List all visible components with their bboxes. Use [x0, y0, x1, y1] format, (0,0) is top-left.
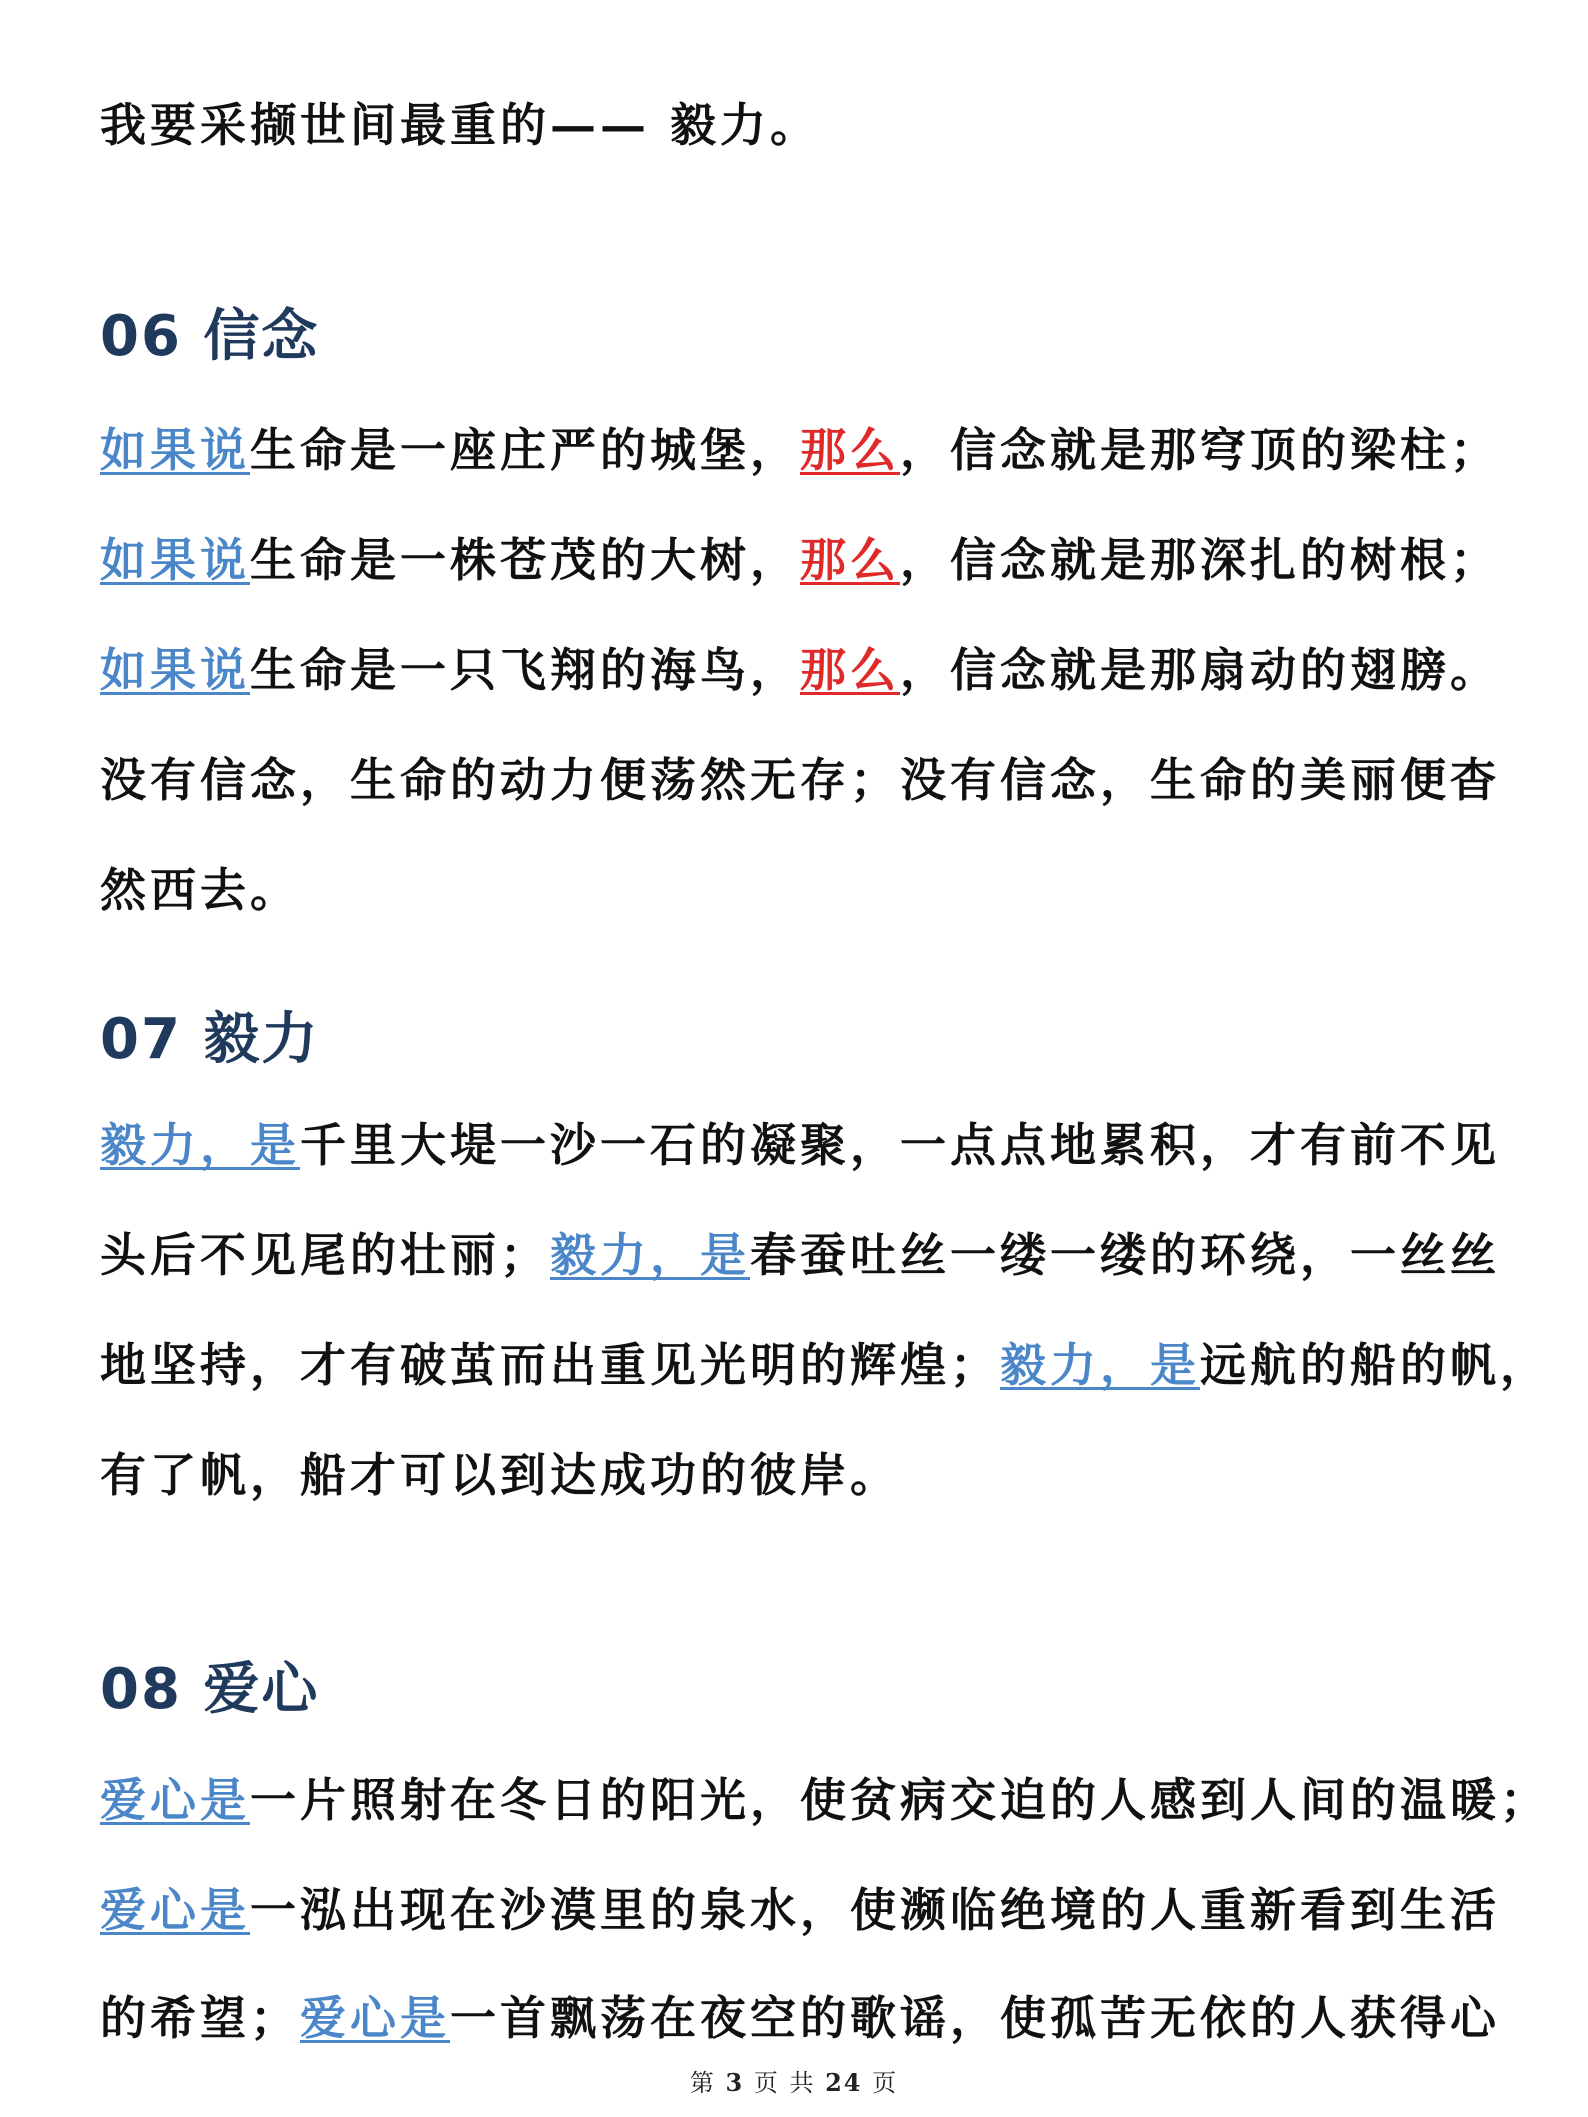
line-text: 头后不见尾的壮丽； — [100, 1228, 550, 1282]
line-text: 没有信念，生命的动力便荡然无存；没有信念，生命的美丽便杳 — [100, 753, 1500, 807]
highlight-aixinshi: 爱心是 — [100, 1883, 250, 1937]
perseverance-line-2 — [100, 1225, 1500, 1285]
line-text: 生命是一只飞翔的海鸟， — [250, 643, 800, 697]
highlight-name: 那么 — [800, 423, 900, 477]
highlight-ruguoshuo: 如果说 — [100, 533, 250, 587]
belief-line-1 — [100, 420, 1500, 480]
line-text: 千里大堤一沙一石的凝聚，一点点地累积，才有前不见 — [300, 1118, 1500, 1172]
perseverance-line-1 — [100, 1115, 1500, 1175]
line-text: 生命是一座庄严的城堡， — [250, 423, 800, 477]
highlight-ruguoshuo: 如果说 — [100, 643, 250, 697]
highlight-aixinshi: 爱心是 — [300, 1991, 450, 2045]
footer-prefix: 第 — [689, 2069, 716, 2097]
love-line-2 — [100, 1880, 1500, 1940]
page-footer — [0, 2068, 1588, 2098]
total-page-count: 24 — [825, 2068, 863, 2097]
intro-line — [100, 95, 820, 155]
perseverance-line-3 — [100, 1335, 1550, 1395]
line-text: 的希望； — [100, 1991, 300, 2045]
love-line-3 — [100, 1988, 1500, 2048]
line-text: 一片照射在冬日的阳光，使贫病交迫的人感到人间的温暖； — [250, 1773, 1550, 1827]
current-page-number: 3 — [725, 2068, 745, 2097]
highlight-ruguoshuo: 如果说 — [100, 423, 250, 477]
belief-para-line-1 — [100, 750, 1500, 810]
line-text: ，信念就是那穹顶的梁柱； — [900, 423, 1500, 477]
highlight-name: 那么 — [800, 643, 900, 697]
belief-para-line-2 — [100, 860, 300, 920]
line-text: 地坚持，才有破茧而出重见光明的辉煌； — [100, 1338, 1000, 1392]
highlight-aixinshi: 爱心是 — [100, 1773, 250, 1827]
highlight-name: 那么 — [800, 533, 900, 587]
line-text: ，信念就是那扇动的翅膀。 — [900, 643, 1500, 697]
line-text: 远航的船的帆， — [1200, 1338, 1550, 1392]
intro-text: 我要采撷世间最重的—— 毅力。 — [100, 98, 821, 152]
line-text: 春蚕吐丝一缕一缕的环绕，一丝丝 — [750, 1228, 1500, 1282]
belief-line-3 — [100, 640, 1500, 700]
perseverance-line-4 — [100, 1445, 900, 1505]
section-heading-08: 08 爱心 — [100, 1657, 320, 1722]
footer-middle: 页 共 — [753, 2069, 816, 2097]
line-text: 生命是一株苍茂的大树， — [250, 533, 800, 587]
line-text: 一首飘荡在夜空的歌谣，使孤苦无依的人获得心 — [450, 1991, 1500, 2045]
line-text: 有了帆，船才可以到达成功的彼岸。 — [100, 1448, 900, 1502]
footer-suffix: 页 — [872, 2069, 899, 2097]
highlight-yili: 毅力，是 — [550, 1228, 750, 1282]
section-heading-06: 06 信念 — [100, 304, 320, 369]
section-heading-07: 07 毅力 — [100, 1007, 320, 1072]
highlight-yili: 毅力，是 — [1000, 1338, 1200, 1392]
highlight-yili: 毅力，是 — [100, 1118, 300, 1172]
belief-line-2 — [100, 530, 1500, 590]
line-text: ，信念就是那深扎的树根； — [900, 533, 1500, 587]
love-line-1 — [100, 1770, 1550, 1830]
line-text: 一泓出现在沙漠里的泉水，使濒临绝境的人重新看到生活 — [250, 1883, 1500, 1937]
line-text: 然西去。 — [100, 863, 300, 917]
